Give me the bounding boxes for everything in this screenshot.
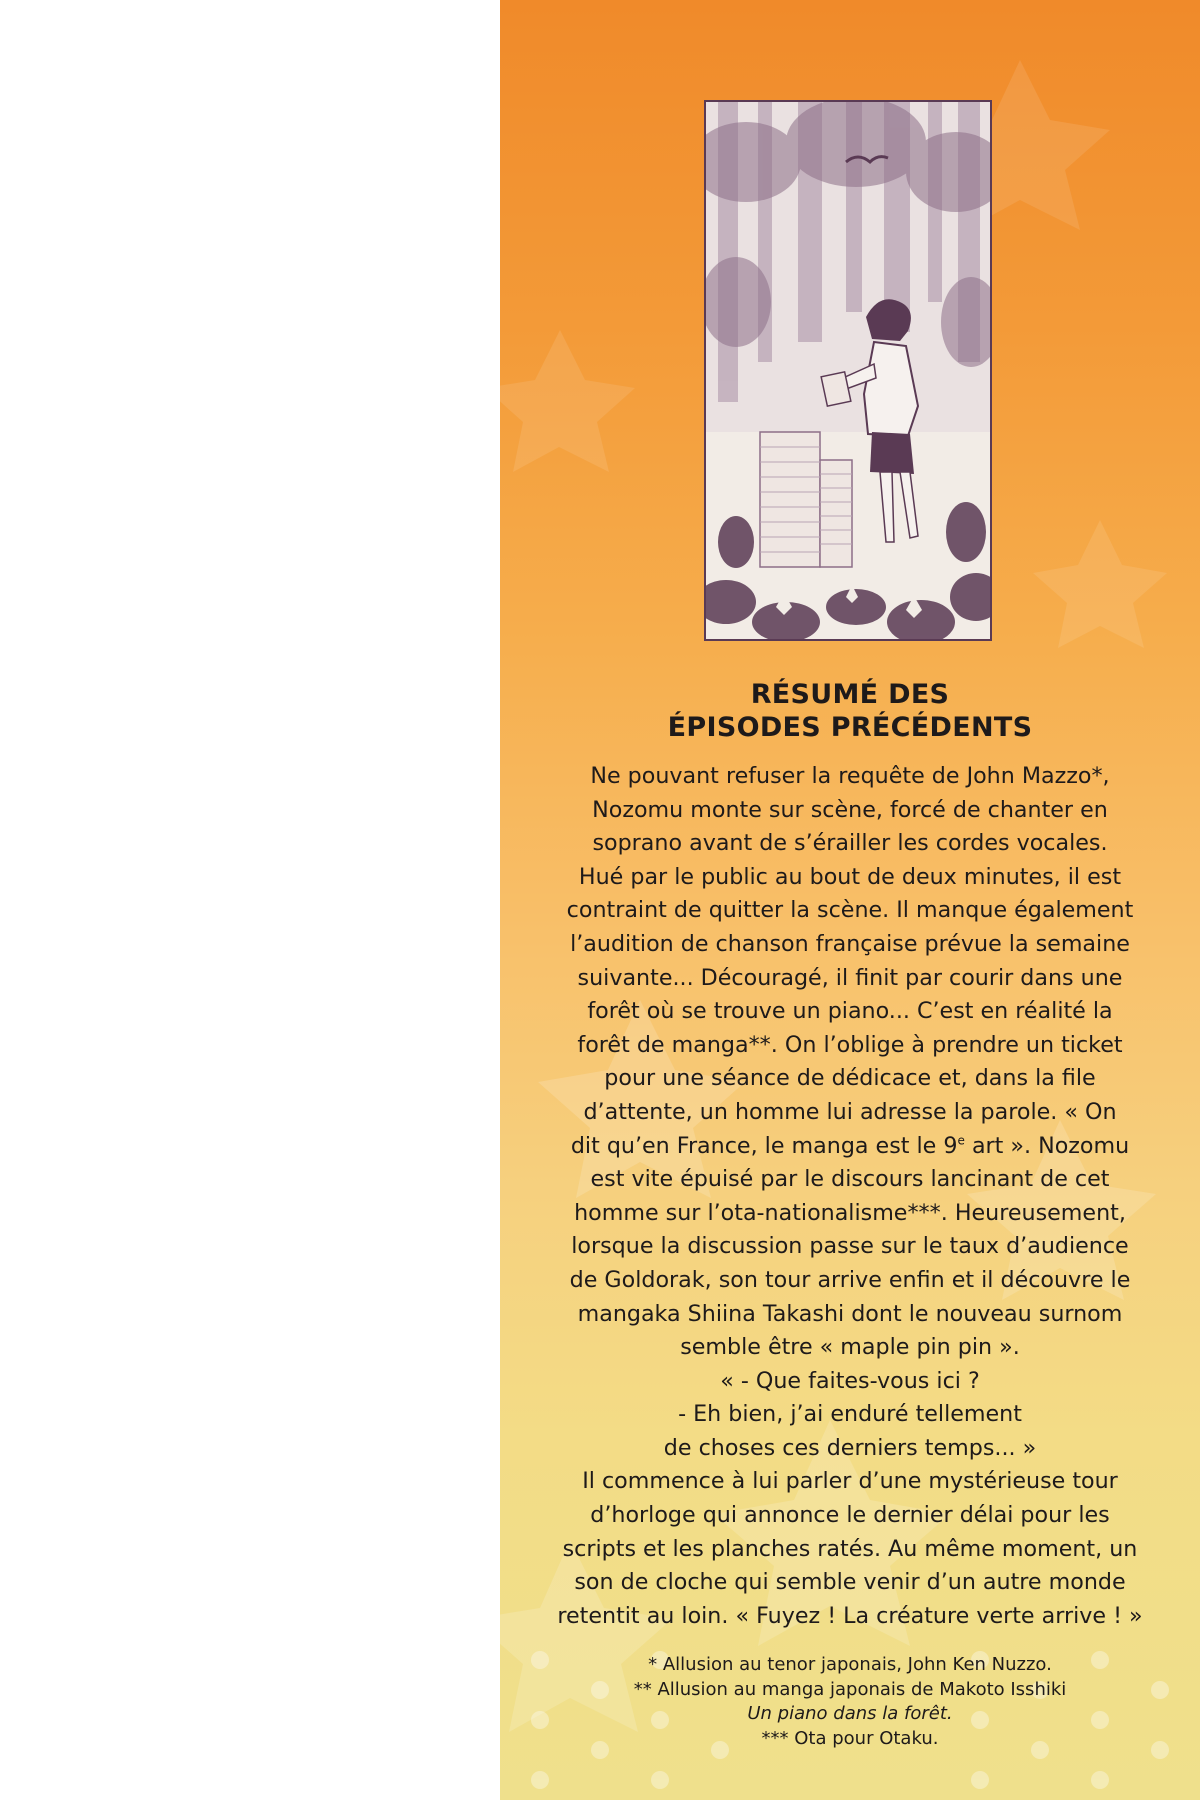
footnotes	[540, 1653, 1160, 1751]
summary-line: de Goldorak, son tour arrive enfin et il découvre le	[569, 1266, 1131, 1293]
summary-line: est vite épuisé par le discours lancinant de cet	[590, 1166, 1110, 1193]
summary-text	[540, 760, 1160, 1633]
summary-line: de choses ces derniers temps... »	[663, 1434, 1037, 1461]
summary-line: forêt où se trouve un piano... C’est en réalité la	[587, 998, 1113, 1025]
summary-title-line: ÉPISODES PRÉCÉDENTS	[667, 712, 1033, 743]
summary-line: mangaka Shiina Takashi dont le nouveau surnom	[577, 1300, 1123, 1327]
summary-line: d’horloge qui annonce le dernier délai pour les	[590, 1502, 1110, 1529]
summary-line: l’audition de chanson française prévue la semaine	[570, 930, 1130, 957]
summary-line: d’attente, un homme lui adresse la parole. « On	[583, 1098, 1117, 1125]
summary-line-ninth-art	[540, 1130, 1160, 1164]
ninth-art-text-after: art ». Nozomu	[964, 1132, 1130, 1159]
summary-line: forêt de manga**. On l’oblige à prendre un ticket	[577, 1031, 1123, 1058]
summary-line: scripts et les planches ratés. Au même moment, un	[562, 1535, 1138, 1562]
summary-line: soprano avant de s’érailler les cordes vocales.	[592, 830, 1108, 857]
summary-line: homme sur l’ota-nationalisme***. Heureusement,	[574, 1199, 1126, 1226]
summary-line: retentit au loin. « Fuyez ! La créature verte arrive ! »	[557, 1602, 1143, 1629]
footnote: * Allusion au tenor japonais, John Ken Nuzzo.	[648, 1654, 1052, 1675]
summary-title-line: RÉSUMÉ DES	[750, 679, 950, 710]
summary-line: Ne pouvant refuser la requête de John Mazzo*,	[590, 763, 1110, 789]
footnote-italic-title: Un piano dans la forêt.	[747, 1703, 953, 1724]
summary-line: son de cloche qui semble venir d’un autre monde	[574, 1569, 1126, 1596]
summary-line: Hué par le public au bout de deux minutes, il est	[578, 863, 1122, 890]
forest-scene-drawing	[706, 102, 990, 639]
summary-line: contraint de quitter la scène. Il manque également	[566, 897, 1134, 924]
summary-line: « - Que faites-vous ici ?	[720, 1367, 980, 1394]
summary-line: Il commence à lui parler d’une mystérieuse tour	[582, 1468, 1118, 1495]
summary-title	[500, 678, 1200, 744]
summary-line: semble être « maple pin pin ».	[680, 1334, 1020, 1361]
back-cover-panel	[500, 0, 1200, 1800]
summary-line: suivante... Découragé, il finit par courir dans une	[577, 964, 1123, 991]
ninth-art-text-before: dit qu’en France, le manga est le 9	[570, 1132, 958, 1159]
blank-page-area	[0, 0, 500, 1800]
summary-line: - Eh bien, j’ai enduré tellement	[678, 1401, 1022, 1428]
summary-line: Nozomu monte sur scène, forcé de chanter en	[592, 796, 1108, 823]
footnote: ** Allusion au manga japonais de Makoto Isshiki	[633, 1678, 1067, 1700]
footnote: *** Ota pour Otaku.	[761, 1727, 939, 1749]
ninth-art-superscript: e	[957, 1133, 965, 1148]
summary-line: lorsque la discussion passe sur le taux d’audience	[571, 1233, 1129, 1260]
summary-line: pour une séance de dédicace et, dans la file	[604, 1065, 1096, 1092]
manga-illustration	[704, 100, 992, 641]
